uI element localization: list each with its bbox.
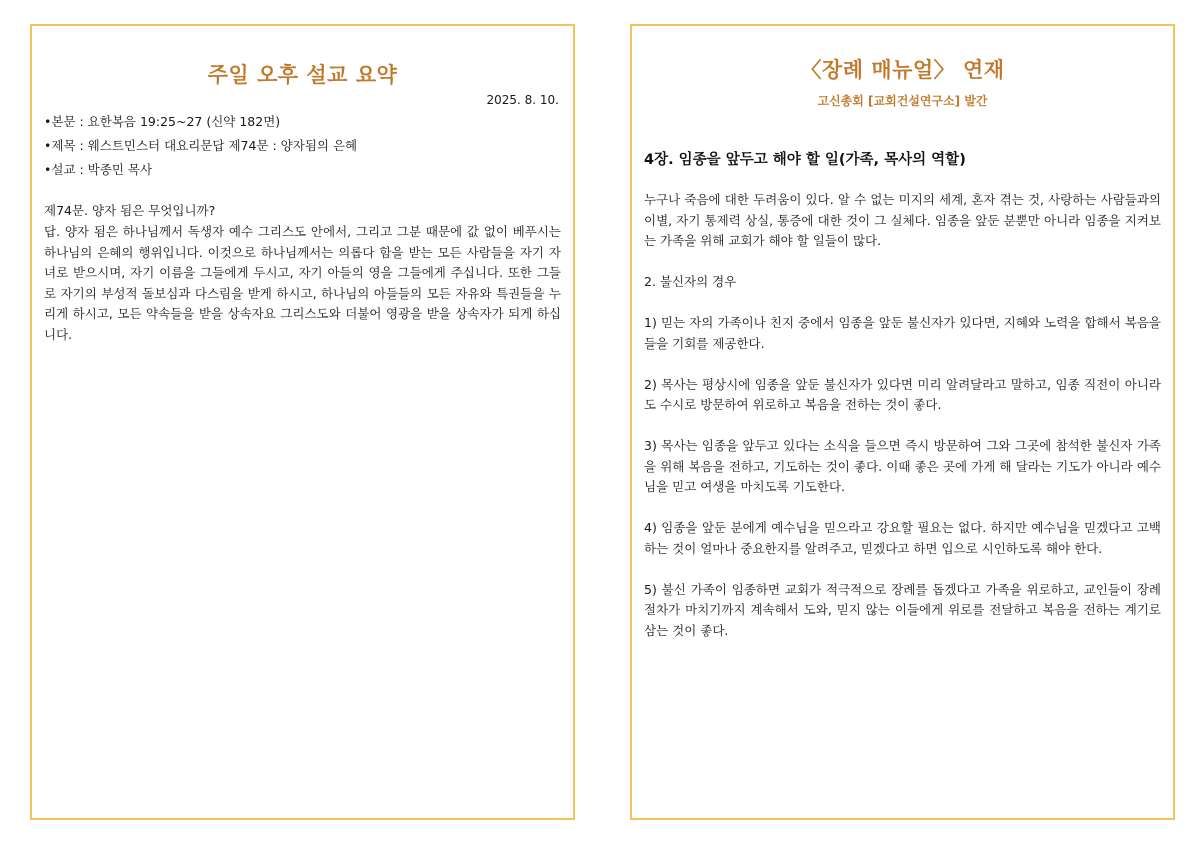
list-item: 3) 목사는 임종을 앞두고 있다는 소식을 들으면 즉시 방문하여 그와 그곳에 참석한 불신자 가족을 위해 복음을 전하고, 기도하는 것이 좋다. 이때 좋은 곳에 가게 해 달라는 기도가 아니라 예수님을 믿고 여생을 마치도록 기도한다. <box>644 438 1161 494</box>
section-heading: 2. 불신자의 경우 <box>644 274 737 289</box>
list-item: 4) 임종을 앞둔 분에게 예수님을 믿으라고 강요할 필요는 없다. 하지만 예수님을 믿겠다고 고백하는 것이 얼마나 중요한지를 알려주고, 믿겠다고 하면 입으로 시인하도록 해야 한다. <box>644 520 1161 556</box>
sermon-summary-panel <box>30 24 575 820</box>
intro-paragraph: 누구나 죽음에 대한 두려움이 있다. 알 수 없는 미지의 세계, 혼자 겪는 것, 사랑하는 사람들과의 이별, 자기 통제력 상실, 통증에 대한 것이 그 실체다. 임종을 앞둔 분뿐만 아니라 임종을 지켜보는 가족을 위해 교회가 해야 할 일들이 많다. <box>644 192 1161 248</box>
chapter-body <box>644 190 1161 662</box>
catechism-answer: 답. 양자 됨은 하나님께서 독생자 예수 그리스도 안에서, 그리고 그분 때문에 값 없이 베푸시는 하나님의 은혜의 행위입니다. 이것으로 하나님께서는 의롭다 함을 받는 모든 사람들을 자기 자녀로 받으시며, 자기 이름을 그들에게 두시고, 자기 아들의 영을 그들에게 주십니다. 또한 그들로 자기의 부성적 돌보심과 다스림을 받게 하시고, 하나님의 아들들의 모든 자유와 특권들을 누리게 하시고, 모든 약속들을 받을 상속자요 그리스도와 더불어 영광을 받을 상속자가 되게 하십니다. <box>44 224 561 342</box>
funeral-manual-panel <box>630 24 1175 820</box>
chapter-heading: 4장. 임종을 앞두고 해야 할 일(가족, 목사의 역할) <box>644 152 966 168</box>
sermon-scripture: •본문 : 요한복음 19:25~27 (신약 182면) <box>44 114 281 129</box>
catechism-question: 제74문. 양자 됨은 무엇입니까? <box>44 203 216 218</box>
series-title: 〈장례 매뉴얼〉 연재 <box>800 58 1005 82</box>
sermon-date: 2025. 8. 10. <box>486 93 559 107</box>
sermon-subject: •제목 : 웨스트민스터 대요리문답 제74문 : 양자됨의 은혜 <box>44 138 358 153</box>
list-item: 5) 불신 가족이 임종하면 교회가 적극적으로 장례를 돕겠다고 가족을 위로하고, 교인들이 장례 절차가 마치기까지 계속해서 도와, 믿지 않는 이들에게 위로를 전달하고 복음을 전하는 계기로 삼는 것이 좋다. <box>644 581 1161 638</box>
series-publisher: 고신총회 [교회건설연구소] 발간 <box>817 94 988 108</box>
sermon-preacher: •설교 : 박종민 목사 <box>44 162 153 177</box>
sermon-title: 주일 오후 설교 요약 <box>207 63 398 87</box>
list-item: 2) 목사는 평상시에 임종을 앞둔 불신자가 있다면 미리 알려달라고 말하고, 임종 직전이 아니라도 수시로 방문하여 위로하고 복음을 전하는 것이 좋다. <box>644 376 1161 412</box>
list-item: 1) 믿는 자의 가족이나 친지 중에서 임종을 앞둔 불신자가 있다면, 지혜와 노력을 합해서 복음을 들을 기회를 제공한다. <box>644 315 1161 351</box>
